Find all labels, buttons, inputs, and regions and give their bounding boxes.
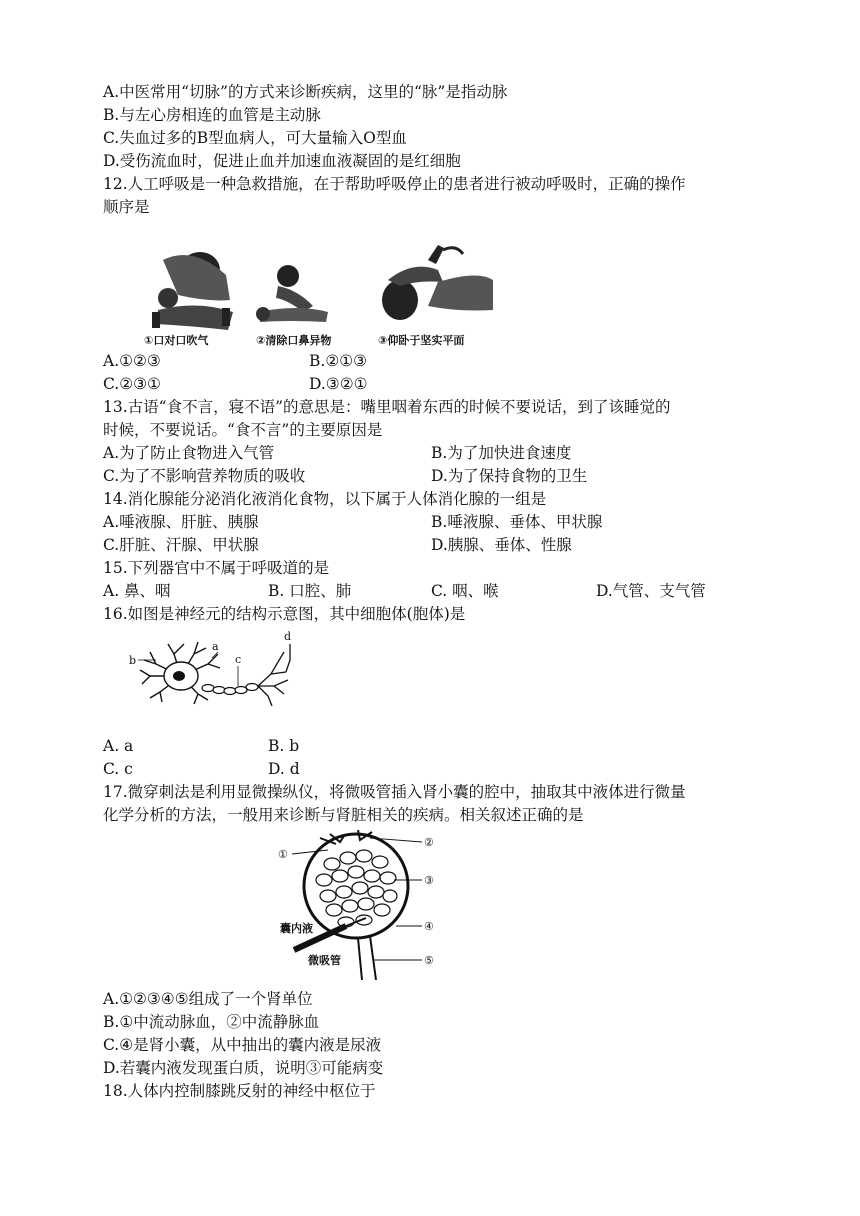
q12-option-c: C.②③① [103, 375, 161, 393]
q12-stem-line1: 12.人工呼吸是一种急救措施，在于帮助呼吸停止的患者进行被动呼吸时，正确的操作 [103, 175, 686, 193]
q15-option-b: B. 口腔、肺 [268, 582, 352, 600]
q12-stem-line2: 顺序是 [103, 198, 150, 216]
q13-stem-line1: 13.古语“食不言，寝不语”的意思是：嘴里咽着东西的时候不要说话，到了该睡觉的 [103, 398, 671, 416]
q17-option-c: C.④是肾小囊，从中抽出的囊内液是尿液 [103, 1036, 382, 1054]
label-d: d [284, 630, 292, 643]
q12-option-d: D.③②① [309, 375, 368, 393]
q13-option-c: C.为了不影响营养物质的吸收 [103, 467, 306, 485]
q11-option-c: C.失血过多的B型血病人，可大量输入O型血 [103, 129, 407, 147]
label-5: ⑤ [424, 954, 434, 967]
q14-option-c: C.肝脏、汗腺、甲状腺 [103, 536, 259, 554]
label-4: ④ [424, 920, 434, 933]
q17-option-a: A.①②③④⑤组成了一个肾单位 [103, 990, 313, 1008]
q17-option-b: B.①中流动脉血，②中流静脉血 [103, 1013, 320, 1031]
neuron-figure [126, 630, 298, 710]
q15-option-c: C. 咽、喉 [431, 582, 499, 600]
q11-option-a: A.中医常用“切脉”的方式来诊断疾病，这里的“脉”是指动脉 [103, 83, 508, 101]
q12-option-a: A.①②③ [103, 352, 161, 370]
q18-stem: 18.人体内控制膝跳反射的神经中枢位于 [103, 1082, 376, 1100]
supine-position-illustration [382, 245, 493, 320]
clearing-mouth-illustration [256, 265, 328, 322]
q14-option-b: B.唾液腺、垂体、甲状腺 [431, 513, 603, 531]
label-a: a [212, 640, 219, 653]
q17-stem-line2: 化学分析的方法，一般用来诊断与肾脏相关的疾病。相关叙述正确的是 [103, 806, 584, 824]
q13-option-b: B.为了加快进食速度 [431, 444, 572, 462]
q17-stem-line1: 17.微穿刺法是利用显微操纵仪，将微吸管插入肾小囊的腔中，抽取其中液体进行微量 [103, 783, 686, 801]
q14-option-a: A.唾液腺、肝脏、胰腺 [103, 513, 259, 531]
label-1: ① [278, 848, 288, 861]
q15-option-a: A. 鼻、咽 [103, 582, 171, 600]
q15-stem: 15.下列器官中不属于呼吸道的是 [103, 559, 330, 577]
q11-option-b: B.与左心房相连的血管是主动脉 [103, 106, 321, 124]
q13-option-a: A.为了防止食物进入气管 [103, 444, 275, 462]
q16-option-c: C. c [103, 760, 133, 778]
q12-option-b: B.②①③ [309, 352, 368, 370]
q14-option-d: D.胰腺、垂体、性腺 [431, 536, 572, 554]
nucleus [173, 671, 185, 681]
caption-supine: ③仰卧于坚实平面 [378, 334, 465, 347]
q17-option-d: D.若囊内液发现蛋白质，说明③可能病变 [103, 1059, 384, 1077]
label-b: b [129, 654, 137, 667]
q14-stem: 14.消化腺能分泌消化液消化食物，以下属于人体消化腺的一组是 [103, 490, 547, 508]
q16-option-a: A. a [103, 737, 134, 755]
label-c: c [235, 653, 242, 666]
q16-option-b: B. b [268, 737, 300, 755]
q13-option-d: D.为了保持食物的卫生 [431, 467, 588, 485]
q15-option-d: D.气管、支气管 [596, 582, 706, 600]
q12-figure [138, 240, 498, 352]
caption-clear-mouth: ②清除口鼻异物 [256, 334, 332, 347]
q13-stem-line2: 时候，不要说话。“食不言”的主要原因是 [103, 421, 383, 439]
label-micropipette: 微吸管 [308, 954, 341, 967]
label-2: ② [424, 836, 434, 849]
label-3: ③ [424, 874, 434, 887]
q16-stem: 16.如图是神经元的结构示意图，其中细胞体(胞体)是 [103, 605, 466, 623]
caption-mouth-to-mouth: ①口对口吹气 [144, 334, 209, 347]
nephron-figure [270, 830, 450, 980]
q11-option-d: D.受伤流血时，促进止血并加速血液凝固的是红细胞 [103, 152, 461, 170]
label-capsule-fluid: 囊内液 [280, 922, 313, 935]
rescuer-breathing-illustration [152, 252, 233, 330]
q16-option-d: D. d [268, 760, 300, 778]
